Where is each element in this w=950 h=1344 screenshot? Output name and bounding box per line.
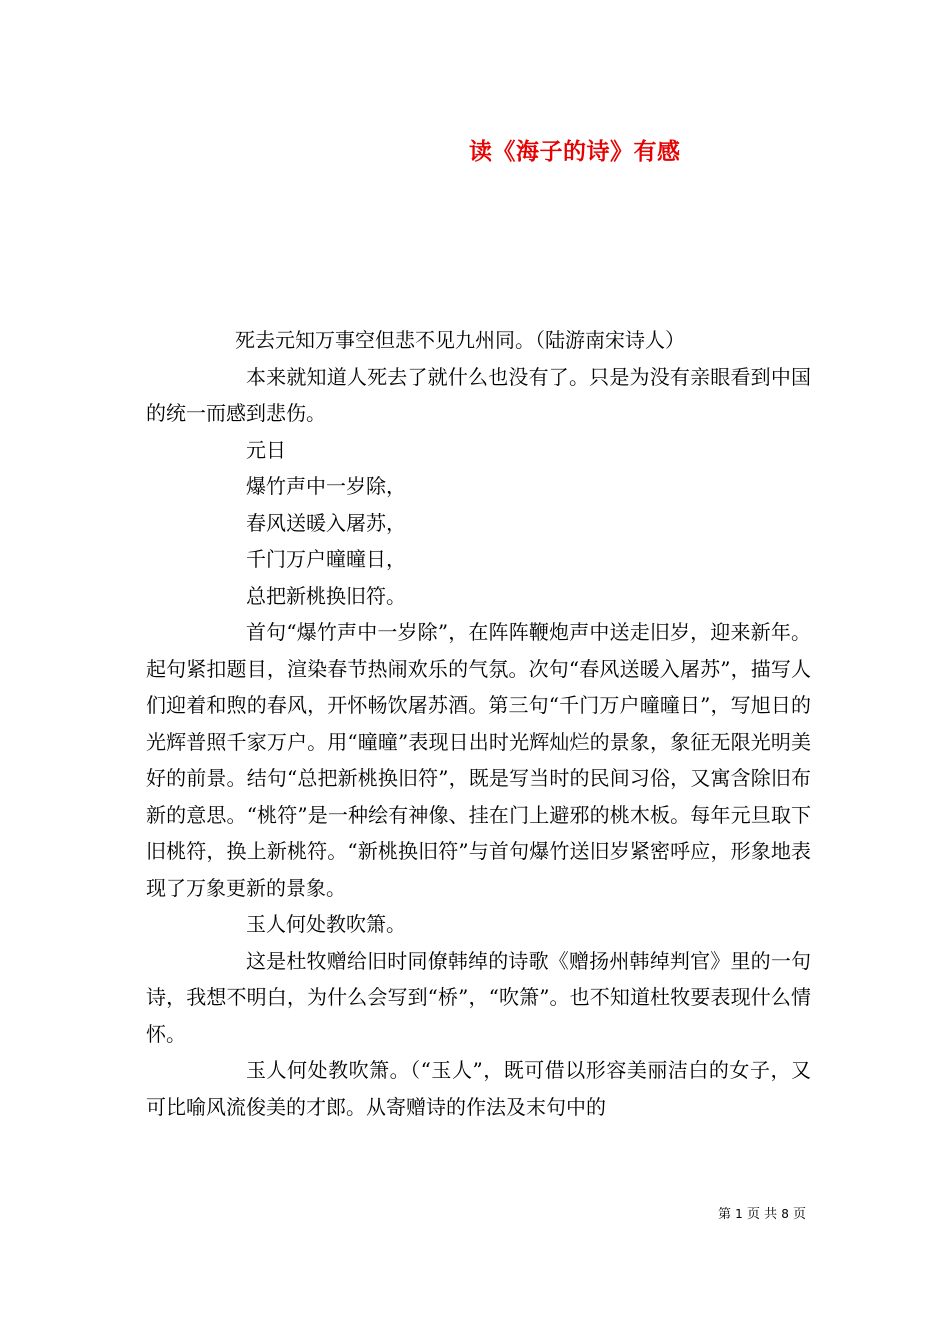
- footer-page-number: 1: [735, 1207, 743, 1221]
- poem-line: 爆竹声中一岁除，: [246, 474, 406, 498]
- page-title: 读《海子的诗》有感: [469, 138, 681, 165]
- poem-line: 总把新桃换旧符。: [246, 583, 406, 608]
- paragraph-poem-analysis: 首句“爆竹声中一岁除”，在阵阵鞭炮声中送走旧岁，迎来新年。起句紧扣题目，渲染春节热闹欢乐的气氛。次句“春风送暖入屠苏”，描写人们迎着和煦的春风，开怀畅饮屠苏酒。第三句“千门万户曈曈日”，写旭日的光辉普照千家万户。用“曈曈”表现日出时光辉灿烂的景象，象征无限光明美好的前景。结句“总把新桃换旧符”，既是写当时的民间习俗，又寓含除旧布新的意思。“桃符”是一种绘有神像、挂在门上避邪的桃木板。每年元旦取下旧桃符，换上新桃符。“新桃换旧符”与首句爆竹送旧岁紧密呼应，形象地表现了万象更新的景象。: [146, 620, 811, 900]
- footer-prefix: 第: [718, 1207, 732, 1222]
- footer-total-pages: 8: [781, 1207, 789, 1221]
- poem-line: 千门万户曈曈日，: [246, 547, 406, 571]
- paragraph-explanation: 本来就知道人死去了就什么也没有了。只是为没有亲眼看到中国的统一而感到悲伤。: [146, 364, 811, 425]
- paragraph-verse: 玉人何处教吹箫。: [246, 912, 406, 936]
- poem-line: 春风送暖入屠苏，: [246, 510, 406, 535]
- paragraph-dumu: 这是杜牧赠给旧时同僚韩绰的诗歌《赠扬州韩绰判官》里的一句诗，我想不明白，为什么会写到“桥”，“吹箫”。也不知道杜牧要表现什么情怀。: [146, 948, 811, 1046]
- footer-middle: 页 共: [746, 1207, 778, 1222]
- paragraph-yuren: 玉人何处教吹箫。（“玉人”，既可借以形容美丽洁白的女子，又可比喻风流俊美的才郎。从寄赠诗的作法及末句中的: [146, 1058, 811, 1119]
- document-body: [146, 322, 811, 1125]
- poem-title: 元日: [246, 437, 286, 462]
- page-footer: [718, 1203, 806, 1222]
- paragraph-quote: 死去元知万事空但悲不见九州同。（陆游南宋诗人）: [235, 328, 685, 352]
- footer-suffix: 页: [793, 1207, 807, 1222]
